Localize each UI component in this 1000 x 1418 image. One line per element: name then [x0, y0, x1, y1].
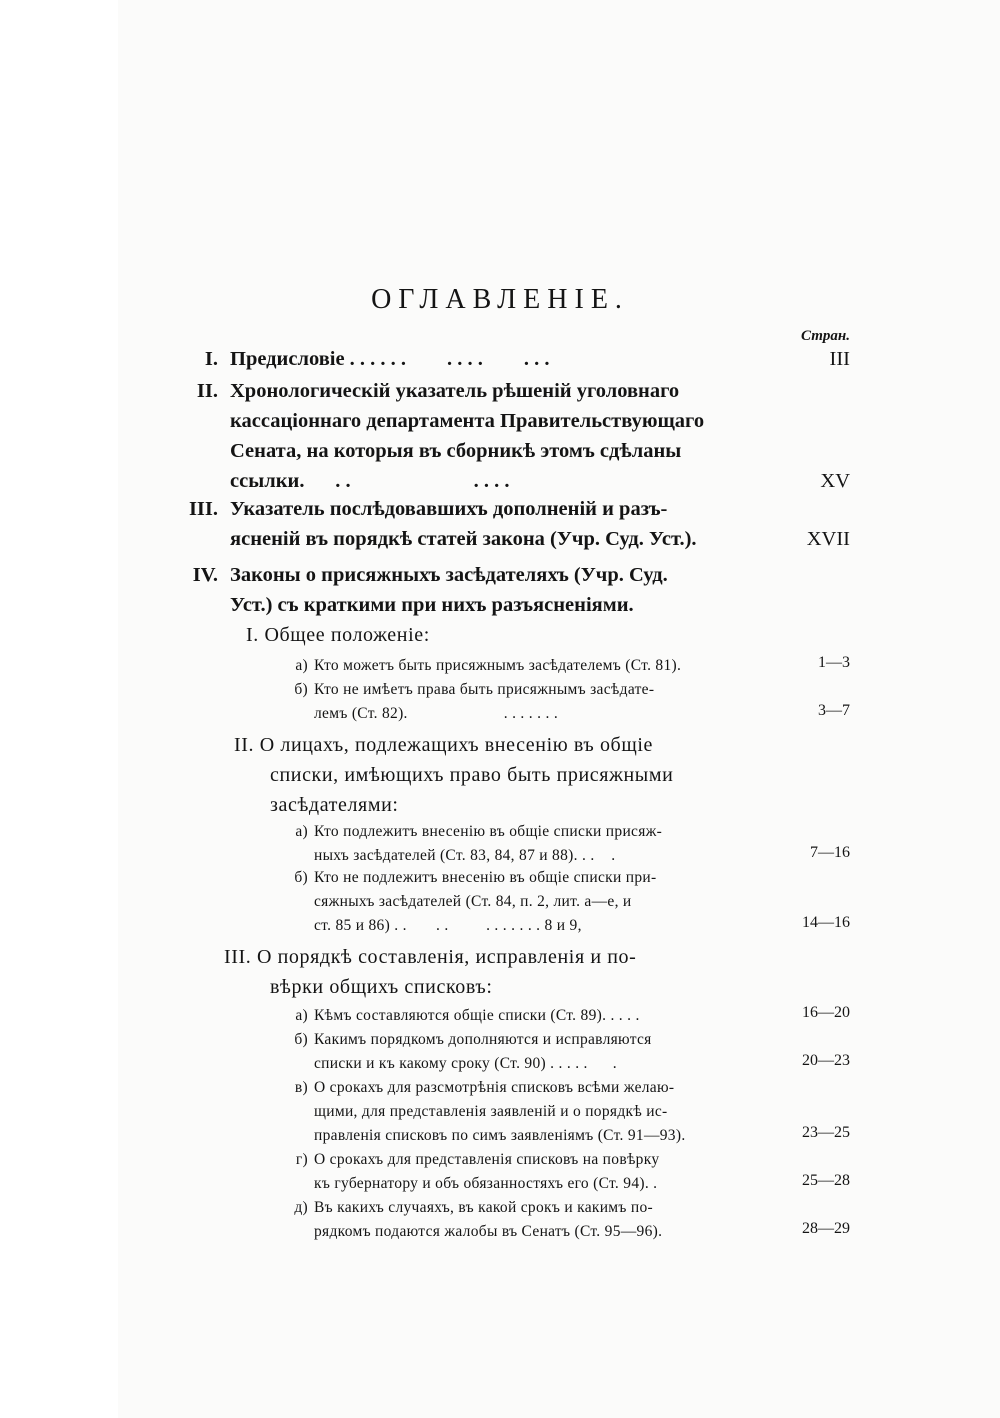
- toc-entry-3: [0, 494, 1000, 556]
- item-line: Какимъ порядкомъ дополняются и исправляются: [314, 1031, 652, 1048]
- item-line: къ губернатору и объ обязанностяхъ его (Ст. 94). .: [314, 1175, 658, 1192]
- section-3-item-c: [282, 1076, 852, 1148]
- section-3-item-a: [282, 1004, 852, 1028]
- item-line: О срокахъ для представленія списковъ на повѣрку: [314, 1151, 660, 1168]
- item-letter: б): [294, 681, 308, 698]
- item-letter: в): [294, 1079, 308, 1096]
- section-heading-line: III. О порядкѣ составленія, исправленія и по-: [224, 946, 637, 968]
- item-page: 20—23: [802, 1052, 850, 1069]
- item-line: Въ какихъ случаяхъ, въ какой срокъ и какимъ по-: [314, 1199, 654, 1216]
- item-page: 23—25: [802, 1124, 850, 1141]
- entry-line: Указатель послѣдовавшихъ дополненій и разъ-: [230, 498, 668, 520]
- item-page: 7—16: [810, 844, 850, 861]
- toc-entry-2: [0, 376, 1000, 500]
- entry-number: III.: [188, 498, 218, 520]
- item-page: 3—7: [818, 702, 850, 719]
- item-line: Кто подлежитъ внесенію въ общіе списки присяж-: [314, 823, 663, 840]
- section-1-item-a: [282, 654, 852, 678]
- item-line: лемъ (Ст. 82). . . . . . . .: [314, 705, 559, 722]
- section-heading-2: [234, 730, 764, 820]
- section-2-item-b: [282, 866, 852, 938]
- entry-line: ссылки. . . . . . .: [230, 470, 510, 492]
- toc-entry-1: [0, 344, 1000, 374]
- entry-line: Хронологическій указатель рѣшеній уголовнаго: [230, 380, 680, 402]
- entry-line: Сената, на которыя въ сборникѣ этомъ сдѣланы: [230, 440, 682, 462]
- entry-number: IV.: [192, 564, 218, 586]
- section-3-item-e: [282, 1196, 852, 1244]
- item-line: Кто не имѣетъ права быть присяжнымъ засѣдате-: [314, 681, 655, 698]
- page-title: ОГЛАВЛЕНІЕ.: [371, 284, 629, 315]
- item-line: О срокахъ для разсмотрѣнія списковъ всѣми желаю-: [314, 1079, 675, 1096]
- item-page: 25—28: [802, 1172, 850, 1189]
- item-line: правленія списковъ по симъ заявленіямъ (Ст. 91—93).: [314, 1127, 686, 1144]
- item-line: щими, для представленія заявленій и о порядкѣ ис-: [314, 1103, 668, 1120]
- entry-page: III: [829, 348, 850, 370]
- section-heading-line: II. О лицахъ, подлежащихъ внесенію въ общіе: [234, 734, 653, 756]
- section-3-item-b: [282, 1028, 852, 1076]
- item-page: 14—16: [802, 914, 850, 931]
- item-letter: г): [295, 1151, 308, 1168]
- entry-line: Законы о присяжныхъ засѣдателяхъ (Учр. Суд.: [230, 564, 668, 586]
- entry-line: Уст.) съ краткими при нихъ разъясненіями.: [230, 594, 634, 616]
- entry-number: II.: [196, 380, 218, 402]
- section-1-item-b: [282, 678, 852, 726]
- section-heading-3: [224, 942, 764, 1002]
- item-line: ст. 85 и 86) . . . . . . . . . . . 8 и 9,: [314, 917, 582, 934]
- entry-line: ясненій въ порядкѣ статей закона (Учр. Суд. Уст.).: [230, 528, 697, 550]
- item-letter: б): [294, 1031, 308, 1048]
- item-page: 28—29: [802, 1220, 850, 1237]
- item-page: 16—20: [802, 1004, 850, 1021]
- item-letter: а): [295, 657, 308, 674]
- item-line: сяжныхъ засѣдателей (Ст. 84, п. 2, лит. а—е, и: [314, 893, 632, 910]
- item-letter: а): [295, 1007, 308, 1024]
- entry-line: кассаціоннаго департамента Правительствующаго: [230, 410, 705, 432]
- item-letter: б): [294, 869, 308, 886]
- section-heading-line: списки, имѣющихъ право быть присяжными: [270, 764, 674, 786]
- section-heading-line: вѣрки общихъ списковъ:: [270, 976, 493, 998]
- section-2-item-a: [282, 820, 852, 868]
- item-line: списки и къ какому сроку (Ст. 90) . . . . . .: [314, 1055, 617, 1072]
- page-column-label: Стран.: [801, 328, 850, 344]
- item-line: Кто можетъ быть присяжнымъ засѣдателемъ (Ст. 81).: [314, 657, 682, 674]
- toc-entry-4: [0, 560, 1000, 622]
- item-line: Кто не подлежитъ внесенію въ общіе списки при-: [314, 869, 657, 886]
- entry-page: XVII: [806, 528, 850, 550]
- item-letter: а): [295, 823, 308, 840]
- item-letter: д): [294, 1199, 308, 1216]
- item-line: ныхъ засѣдателей (Ст. 83, 84, 87 и 88). . . .: [314, 847, 616, 864]
- item-line: Кѣмъ составляются общіе списки (Ст. 89). . . . .: [314, 1007, 640, 1024]
- entry-line: Предисловіе . . . . . . . . . . . . .: [230, 348, 550, 370]
- item-page: 1—3: [818, 654, 850, 671]
- entry-page: XV: [820, 470, 850, 492]
- section-heading-line: засѣдателями:: [270, 794, 399, 816]
- section-heading-line: I. Общее положеніе:: [246, 624, 430, 646]
- section-heading-1: [246, 620, 430, 650]
- entry-number: I.: [204, 348, 218, 370]
- section-3-item-d: [282, 1148, 852, 1196]
- item-line: рядкомъ подаются жалобы въ Сенатъ (Ст. 95—96).: [314, 1223, 663, 1240]
